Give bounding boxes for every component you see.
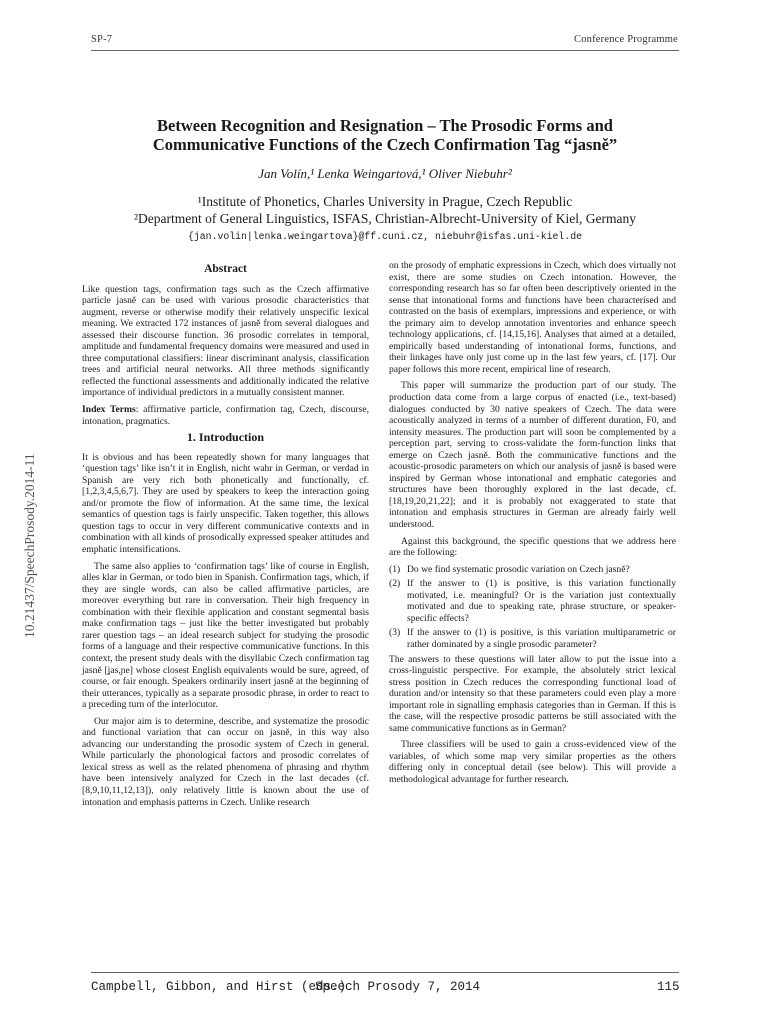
footer-rule [91, 972, 679, 973]
paper-title [91, 116, 679, 154]
title-line-2: Communicative Functions of the Czech Confirmation Tag “jasně” [152, 135, 618, 154]
question-item [389, 578, 676, 624]
right-column [389, 260, 676, 791]
question-item [389, 564, 676, 576]
intro-paragraph-1: It is obvious and has been repeatedly shown for many languages that ‘question tags’ like isn’t it in English, nicht wahr in German, or verdad in Spanish are very rich both phonetically and functionally, cf. [1,2,3,4,5,6,7]. They are used by speakers to keep the interaction going and/or promote the flow of information. At the same time, the lexical semantics of question tags is fairly unspecific. Taken together, this allows question tags to occur in very different communicative contexts and in combination with all kinds of prosodically expressed speaker attitudes and emphatic intensifications. [82, 451, 369, 556]
index-terms-label: Index Terms [82, 404, 136, 416]
section-heading-introduction: 1. Introduction [186, 430, 265, 445]
affiliation-1: ¹Institute of Phonetics, Charles University in Prague, Czech Republic [197, 194, 573, 209]
title-line-1: Between Recognition and Resignation – The Prosodic Forms and [157, 116, 613, 135]
index-terms [82, 404, 369, 427]
footer-conference: Speech Prosody 7, 2014 [315, 980, 481, 994]
right-paragraph-3: Against this background, the specific questions that we address here are the following: [389, 535, 676, 559]
question-number: (1) [389, 563, 401, 575]
question-text: If the answer to (1) is positive, is this variation multiparametric or rather dominated by a single prosodic parameter? [407, 627, 676, 650]
right-paragraph-1: on the prosody of emphatic expressions in Czech, which does virtually not exist, there are some studies on Czech intonation. However, the corresponding research has so far often been descriptively oriented in the sense that intonational forms and functions have been characterised and contrasted on the basis of exemplars, impressions and experience, or with the primary aim to develop annotation inventories and enhance speech technology applications, cf. [14,15,16]. Analyses that aimed at a detailed, empirically based understanding of intonational forms, functions, and their linkages have only just come up in the last few years, cf. [17]. Our paper follows this more recent, empirical line of research. [389, 260, 676, 375]
left-column [82, 260, 369, 813]
page-number: 115 [657, 980, 680, 994]
intro-paragraph-3: Our major aim is to determine, describe, and systematize the prosodic and functional variation that can occur on jasně, in this way also advancing our understanding the prosodic system of Czech in general. While particularly the phonological factors and prosodic correlates of lexical stress as well as the related phenomena of phrasing and rhythm have been intensively analyzed for Czech in the last decades (cf. [8,9,10,11,12,13]), only relatively little is known about the use of intonation and emphasis patterns in Czech. Unlike research [82, 715, 369, 808]
intro-paragraph-2: The same also applies to ‘confirmation tags’ like of course in English, alles klar in German, or todo bien in Spanish. Confirmation tags, which, if they are single words, can also be called affirmative particles, are moreover everything but rare in conversation. Their high frequency in combination with their flexible application and constant segmental basis make confirmation tags – just like the better investigated but probably rarer question tags – an ideal research subject for studying the prosodic forms of a language and their respective communicative functions. In this context, the present study deals with the disyllabic Czech confirmation tag jasně [ʝas,ɲe] whose closest English equivalents would be sure, agreed, of course, or fair enough. Speakers ordinarily insert jasně at the beginning of their utterances, typically as a separate prosodic phrase, in order to react to a preceding turn of the interlocutor. [82, 560, 369, 711]
footer-editors: Campbell, Gibbon, and Hirst (eds.) [91, 980, 347, 994]
affiliation-2: ²Department of General Linguistics, ISFAS, Christian-Albrecht-University of Kiel, Germany [133, 211, 637, 226]
running-header-right: Conference Programme [573, 34, 678, 45]
abstract-text: Like question tags, confirmation tags such as the Czech affirmative particle jasně can be used with various prosodic characteristics that augment, reverse or otherwise modify their relatively unspecific lexical meaning. We extracted 172 instances of jasně from several dialogues and assessed their discourse function. 36 prosodic correlates in temporal, amplitude and fundamental frequency domains were measured and used in three computational classifiers: linear discriminant analysis, classification trees and artificial neural networks. All three methods significantly reflected the functional assessments and additionally indicated the relative importance of individual predictors in a mutually consistent manner. [82, 283, 369, 399]
authors: Jan Volín,¹ Lenka Weingartová,¹ Oliver Niebuhr² [258, 166, 512, 181]
right-paragraph-5: Three classifiers will be used to gain a cross-evidenced view of the variables, of which some map very similar properties as the others differing only in conceptual detail (see below). This will provide a methodological advantage for further research. [389, 739, 676, 785]
question-number: (2) [389, 578, 401, 590]
abstract-heading: Abstract [204, 263, 247, 275]
index-terms-text: : affirmative particle, confirmation tag, Czech, discourse, intonation, pragmatics. [82, 404, 369, 427]
right-paragraph-4: The answers to these questions will later allow to put the issue into a cross-linguistic perspective. For example, the absolutely strict lexical stress position in Czech reduces the corresponding functional load of duration and/or intensity so that these parameters could even play a more important role in signalling emphasis categories than in German. If this is the case, will the respective prosodic patterns be still associated with the same communicative functions as in German? [389, 653, 676, 734]
running-header-left: SP-7 [91, 34, 113, 45]
question-text: If the answer to (1) is positive, is this variation functionally motivated, i.e. meaningful? Or is the variation just contextually motivated and due to speaking rate, phrase structure, or speaker-specific effects? [407, 578, 676, 624]
right-paragraph-2: This paper will summarize the production part of our study. The production data come from a large corpus of enacted (i.e., text-based) dialogues conducted by 30 native speakers of Czech. The data were acoustically analyzed in terms of a number of different duration, F0, and intensity measures. The production part will soon be complemented by a perception part, serving to cross-validate the form-function links that emerge on Czech jasně. Both the communicative functions and the acoustic-prosodic parameters on which our analysis of jasně is based were inspired by German whose intonational and emphatic categories and structures have been thoroughly explored in the last decade, cf. [18,19,20,21,22]; and it is probably not exaggerated to state that intonation and emphasis structures in German are already fairly well understood. [389, 380, 676, 531]
doi-sidebar: 10.21437/SpeechProsody.2014-11 [22, 453, 37, 638]
question-text: Do we find systematic prosodic variation on Czech jasně? [407, 563, 630, 575]
question-item [389, 627, 676, 650]
header-rule [91, 50, 679, 51]
question-number: (3) [389, 627, 401, 639]
author-emails: {jan.volin|lenka.weingartova}@ff.cuni.cz, niebuhr@isfas.uni-kiel.de [188, 231, 582, 242]
